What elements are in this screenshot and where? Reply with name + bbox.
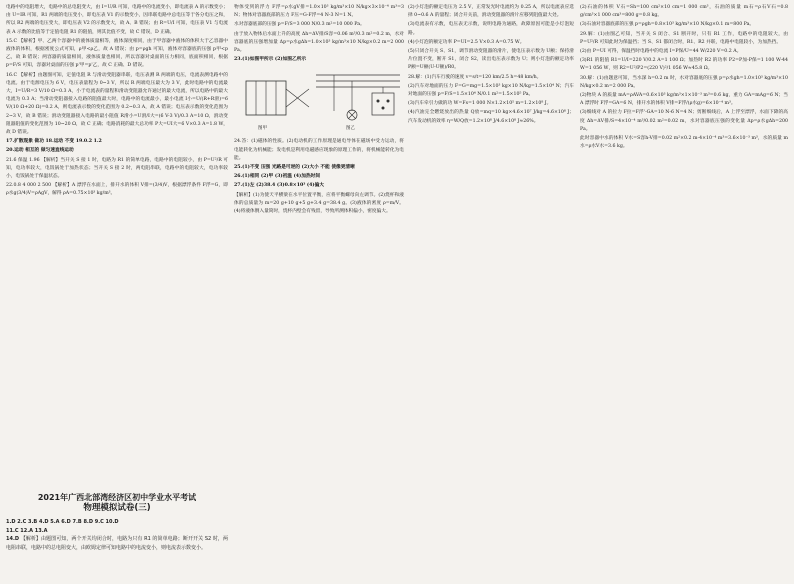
figure-label: 图乙 (346, 126, 355, 132)
solution-paragraph: (2)小灯泡的额定电压为 2.5 V，正常发光时电流约为 0.25 A，所以电流表应选择 0~0.6 A 的量程；闭合开关前，滑动变阻器的滑片应移到阻值最大处。 (408, 5, 574, 19)
answer-line: 26.(1)相同 (2)甲 (3)初温 (4)加热时间 (234, 174, 321, 180)
solution-paragraph: (3)汽车牵引力做的功 W=Fs=1 000 N×1.2×10⁵ m=1.2×10⁸ J。 (408, 101, 552, 107)
exam-subtitle: 物理模拟试卷(三) (83, 503, 151, 513)
answer-key-row (6, 535, 228, 552)
solution-paragraph: 此时容器中水的体积 V水=S容h-V排=0.02 m²×0.2 m-4×10⁻⁴ m³=3.6×10⁻³ m³，水的质量 m水=ρ水V水=3.6 kg。 (580, 136, 788, 150)
solution-paragraph: 由于放入物体后水面上升的高度 Δh=ΔV排/S容=0.06 m³/0.3 m²=0.2 m，水对容器底的压强增加量 Δp=ρ水gΔh=1.0×10³ kg/m³×10 N/kg×0.2 m=2 000 Pa。 (234, 31, 404, 54)
solution-paragraph: 21.6 保温 1.96 【解析】当开关 S 接 1 时，电路为 R1 的简单电路，电路中的电阻较小，由 P=U²/R 可知，电功率较大，电饭锅处于加热状态；当开关 S 接 2 时，两电阻串联，电路中的电阻较大，电功率较小，电饭锅处于保温状态。 (6, 157, 228, 180)
solution-paragraph: 电路中的电阻增大，电路中的总电阻变大，由 I=U/R 可知，电路中的电流变小，即电流表 A 的示数变小；由 U=IR 可知，R1 两端的电压变小，即电压表 V1 的示数变小，因串联电路中总电压等于各分电压之和，所以 R2 两端的电压变大，即电压表 V2 的示数变大，故 A、B 错误；由 R=U/I 可知，电压表 V1 与电流表 A 示数的比值等于定值电阻 R1 的阻值，则其比值不变，故 C 错误，D 正确。 (6, 5, 228, 35)
solution-paragraph: (2)汽车对地面的压力 F=G=mg=1.5×10³ kg×10 N/kg=1.5×10⁴ N；汽车对地面的压强 p=F/S=1.5×10⁴ N/0.1 m²=1.5×10⁵ Pa。 (408, 83, 574, 98)
answer-line: 27.(1)左 (2)38.4 (3)0.8×10³ (4)偏大 (234, 183, 324, 189)
column-4 (580, 4, 788, 580)
answer-key-row: 11.C 12.A 13.A (6, 527, 48, 534)
solution-paragraph: 物体受到的浮力 F浮=ρ水gV排=1.0×10³ kg/m³×10 N/kg×3×10⁻⁴ m³=3 N；物体对容器底部的压力 F压=G-F浮=4 N-3 N=1 N。 (234, 5, 404, 19)
column-2 (234, 4, 404, 580)
column-1-body (6, 4, 228, 200)
solution-paragraph: 22.0.8 4 000 2 500 【解析】A 漂浮在水面上，排开水的体积 V排=(3/4)V，根据漂浮条件 F浮=G，即 ρ水g(3/4)V=ρAgV，解得 ρA=0.75×10³ kg/m³。 (6, 183, 228, 197)
circuit-diagrams (234, 67, 404, 135)
answer-line: 25.(1)不变 压强 光路是可逆的 (2)大小 不能 使像更清晰 (234, 165, 355, 171)
answer-key-label: 14.D (6, 536, 20, 542)
solution-paragraph: 16.C 【解析】由题图可知，定值电阻 R 与滑动变阻器串联，电压表测 R 两端的电压，电流表测电路中的电流。由于电源电压为 6 V，电压表量程为 0~3 V，所以 R 两端电压最大为 3 V，此时电路中的电流最大，I=U/R=3 V/10 Ω=0.3 A，小于电流表的量程和滑动变阻器允许通过的最大电流，所以电路中的最大电流为 0.3 A；当滑动变阻器接入电路的阻值最大时，电路中的电流最小，最小电流 I小=U/(R+R滑)=6 V/(10 Ω+20 Ω)=0.2 A，则电流表示数的变化范围为 0.2~0.3 A，故 A 错误；电压表示数的变化范围为 2~3 V，故 B 错误；滑动变阻器接入电路的最小阻值 R滑小=U滑/I大=(6 V-3 V)/0.3 A=10 Ω，滑动变阻器阻值的变化范围为 10~20 Ω，故 C 正确；电路消耗的最大总功率 P大=UI大=6 V×0.3 A=1.8 W，故 D 错误。 (6, 72, 228, 136)
solution-paragraph: (4)小灯泡的额定功率 P=UI=2.5 V×0.3 A=0.75 W。 (408, 39, 525, 45)
answer-key (6, 518, 228, 552)
solution-paragraph: 24.答：(1)磁体的性质。(2)电动机的工作原理是通电导体在磁场中受力运动，将电能转化为机械能；发电机是利用电磁感应现象的原理工作的，将机械能转化为电能。 (234, 139, 404, 161)
solution-paragraph: (3)R1 的阻值 R1=U/I=220 V/0.2 A=1 100 Ω；加热时 R2 的功率 P2=P加-P保=1 100 W-44 W=1 056 W，则 R2=U²/P2=(220 V)²/1 056 W≈45.8 Ω。 (580, 58, 788, 72)
solution-paragraph: (3)石油对容器底部的压强 p=ρgh=0.8×10³ kg/m³×10 N/kg×0.1 m=800 Pa。 (580, 22, 755, 28)
socket-shape (372, 93, 394, 115)
solution-paragraph: 29.解：(1)由图乙可知，当开关 S 闭合、S1 断开时，只有 R1 工作，电路中的电阻较大，由 P=U²/R 可知此时为保温挡；当 S、S1 都闭合时，R1、R2 并联，电路中电阻较小，为加热挡。 (580, 31, 788, 45)
answer-line: 23.(1)如图甲所示 (2)如图乙所示 (234, 57, 307, 63)
socket-hole (382, 107, 385, 110)
column-1 (6, 4, 228, 580)
exam-title-block (6, 492, 228, 514)
solution-paragraph: 28.解：(1)汽车行驶的速度 v=s/t=120 km/2.5 h=48 km/h。 (408, 74, 542, 80)
solution-paragraph: 15.C 【解析】甲、乙两个容器中的液体质量相等，液体深度相同，由于甲容器中液体的体积大于乙容器中液体的体积，根据密度公式可知，ρ甲<ρ乙，故 A 错误；由 p=ρgh 可知，液体对容器底的压强 p甲<p乙，故 B 错误；两容器的质量相同，液体质量也相同，所以容器对桌面的压力相同，底面积相同，根据 p=F/S 可知，容器对桌面的压强 p'甲=p'乙，故 C 正确、D 错误。 (6, 38, 228, 69)
answer-line: 17.扩散现象 做功 18.运动 不变 19.0.2 1.2 (6, 139, 102, 145)
solution-paragraph: (3)电流表有示数，电压表无示数，说明电路为通路，故障原因可能是小灯泡短路。 (408, 22, 574, 36)
solution-paragraph: (5)只闭合开关 S、S1，调节滑动变阻器的滑片，使电压表示数为 U额；保持滑片位置不变，断开 S1，闭合 S2，读出电压表示数为 U；则小灯泡的额定功率 P额=U额(U-U额)/R0。 (408, 49, 574, 71)
answer-line: 20.运动 相互的 做匀速直线运动 (6, 148, 74, 154)
solution-paragraph: 水对容器底部的压强 p=F/S=3 000 N/0.3 m²=10 000 Pa。 (234, 22, 365, 28)
column-3 (408, 4, 574, 580)
exam-title: 2021年广西北部湾经济区初中学业水平考试 (37, 493, 197, 502)
solution-paragraph: (2)由 P=UI 可得，保温挡时电路中的电流 I=P保/U=44 W/220 V=0.2 A。 (580, 49, 742, 55)
solution-paragraph: (2)物块 A 的质量 mA=ρAVA=0.6×10³ kg/m³×1×10⁻³ m³=0.6 kg，重力 GA=mAg=6 N；当 A 漂浮时 F浮=GA=6 N，排开水的体积 V排=F浮/(ρ水g)=6×10⁻⁴ m³。 (580, 93, 788, 107)
solution-paragraph: 【解析】(1)为使天平横梁在水平位置平衡，应将平衡螺母向左调节。(2)烧杯和液体的总质量为 m=20 g+10 g+5 g+3.4 g=38.4 g。(3)液体的密度 ρ=m/V。(4)将液体倒入量筒时，烧杯内壁会有残留，导致所测体积偏小，密度偏大。 (234, 192, 404, 215)
answer-key-row: 1.D 2.C 3.B 4.D 5.A 6.D 7.B 8.D 9.C 10.D (6, 519, 119, 525)
solution-paragraph: (4)汽油完全燃烧放出的热量 Q放=mq=10 kg×4.6×10⁷ J/kg=4.6×10⁸ J；汽车发动机的效率 η=W/Q放=1.2×10⁸ J/4.6×10⁸ J≈26%。 (408, 110, 574, 124)
socket-hole (387, 100, 390, 103)
answer-key-text: 【解析】由题图可知，两个开关均闭合时，电路为只有 R1 的简单电路；断开开关 S2 时，两电阻串联，电路中的总电阻变大，由欧姆定律可知电路中的电流变小，则电流表示数变小。 (6, 536, 228, 551)
solution-paragraph: (2)石油的体积 V石=Sh=100 cm²×10 cm=1 000 cm³，石油的质量 m石=ρ石V石=0.8 g/cm³×1 000 cm³=800 g=0.8 kg。 (580, 5, 788, 19)
solution-paragraph: (3)细线对 A 的拉力 F拉=F浮'-GA=10 N-6 N=4 N；剪断细线后，A 上浮至漂浮，水面下降的高度 Δh=ΔV排/S=4×10⁻⁴ m³/0.02 m²=0.02 m，水对容器底压强的变化量 Δp=ρ水gΔh=200 Pa。 (580, 110, 788, 132)
socket-hole (377, 100, 380, 103)
solution-paragraph: 30.解：(1)由题意可知，当水深 h=0.2 m 时，水对容器底的压强 p=ρ水gh=1.0×10³ kg/m³×10 N/kg×0.2 m=2 000 Pa。 (580, 75, 788, 89)
figure-label: 图甲 (258, 126, 267, 132)
